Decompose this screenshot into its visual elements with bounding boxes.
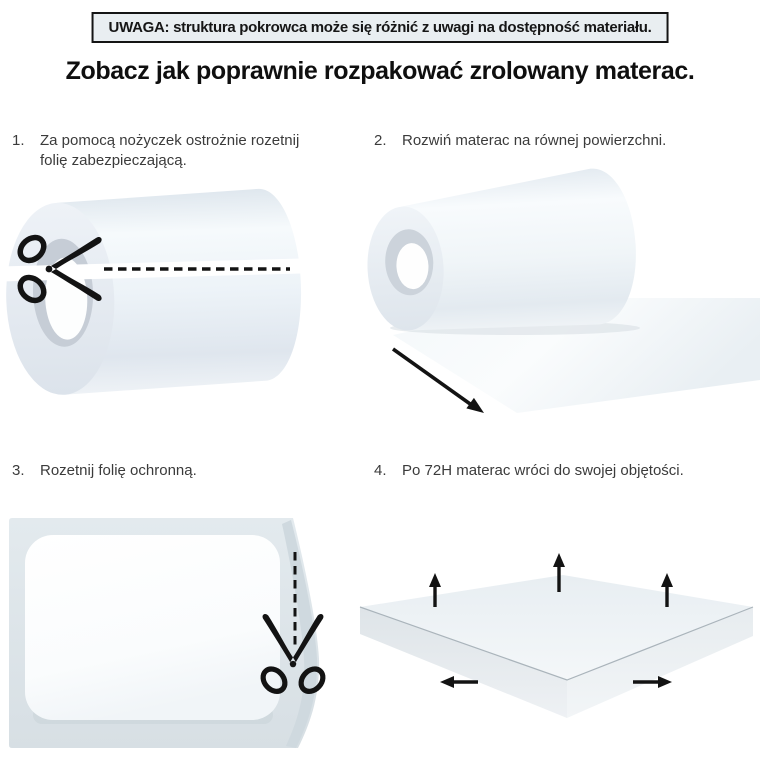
step-1-text: Za pomocą nożyczek ostrożnie rozetnij folię zabezpieczającą. xyxy=(40,132,300,169)
unrolling-mattress-illustration xyxy=(360,165,760,425)
rolled-mattress-illustration xyxy=(0,185,340,400)
step-2-number: 2. xyxy=(374,132,387,149)
mattress-roll xyxy=(363,166,640,336)
step-3-number: 3. xyxy=(12,462,25,479)
step-4-text: Po 72H materac wróci do swojej objętości. xyxy=(402,462,684,479)
step-1-number: 1. xyxy=(12,132,25,149)
notice-banner xyxy=(92,12,669,43)
foil-cutting-illustration xyxy=(5,510,350,755)
step-1-label xyxy=(12,131,312,171)
step-4-number: 4. xyxy=(374,462,387,479)
page-title: Zobacz jak poprawnie rozpakować zrolowany materac. xyxy=(65,57,695,85)
expanding-mattress-illustration xyxy=(355,540,760,760)
notice-text: UWAGA: struktura pokrowca może się różnić z uwagi na dostępność materiału. xyxy=(108,19,652,36)
mattress-roll xyxy=(3,187,305,396)
step-2-label xyxy=(374,131,760,151)
step-3-label xyxy=(12,461,342,481)
step-3-text: Rozetnij folię ochronną. xyxy=(40,462,197,479)
flat-mattress xyxy=(25,535,280,720)
step-2-text: Rozwiń materac na równej powierzchni. xyxy=(402,132,667,149)
step-4-label xyxy=(374,461,760,481)
expanded-mattress-slab xyxy=(360,575,753,718)
